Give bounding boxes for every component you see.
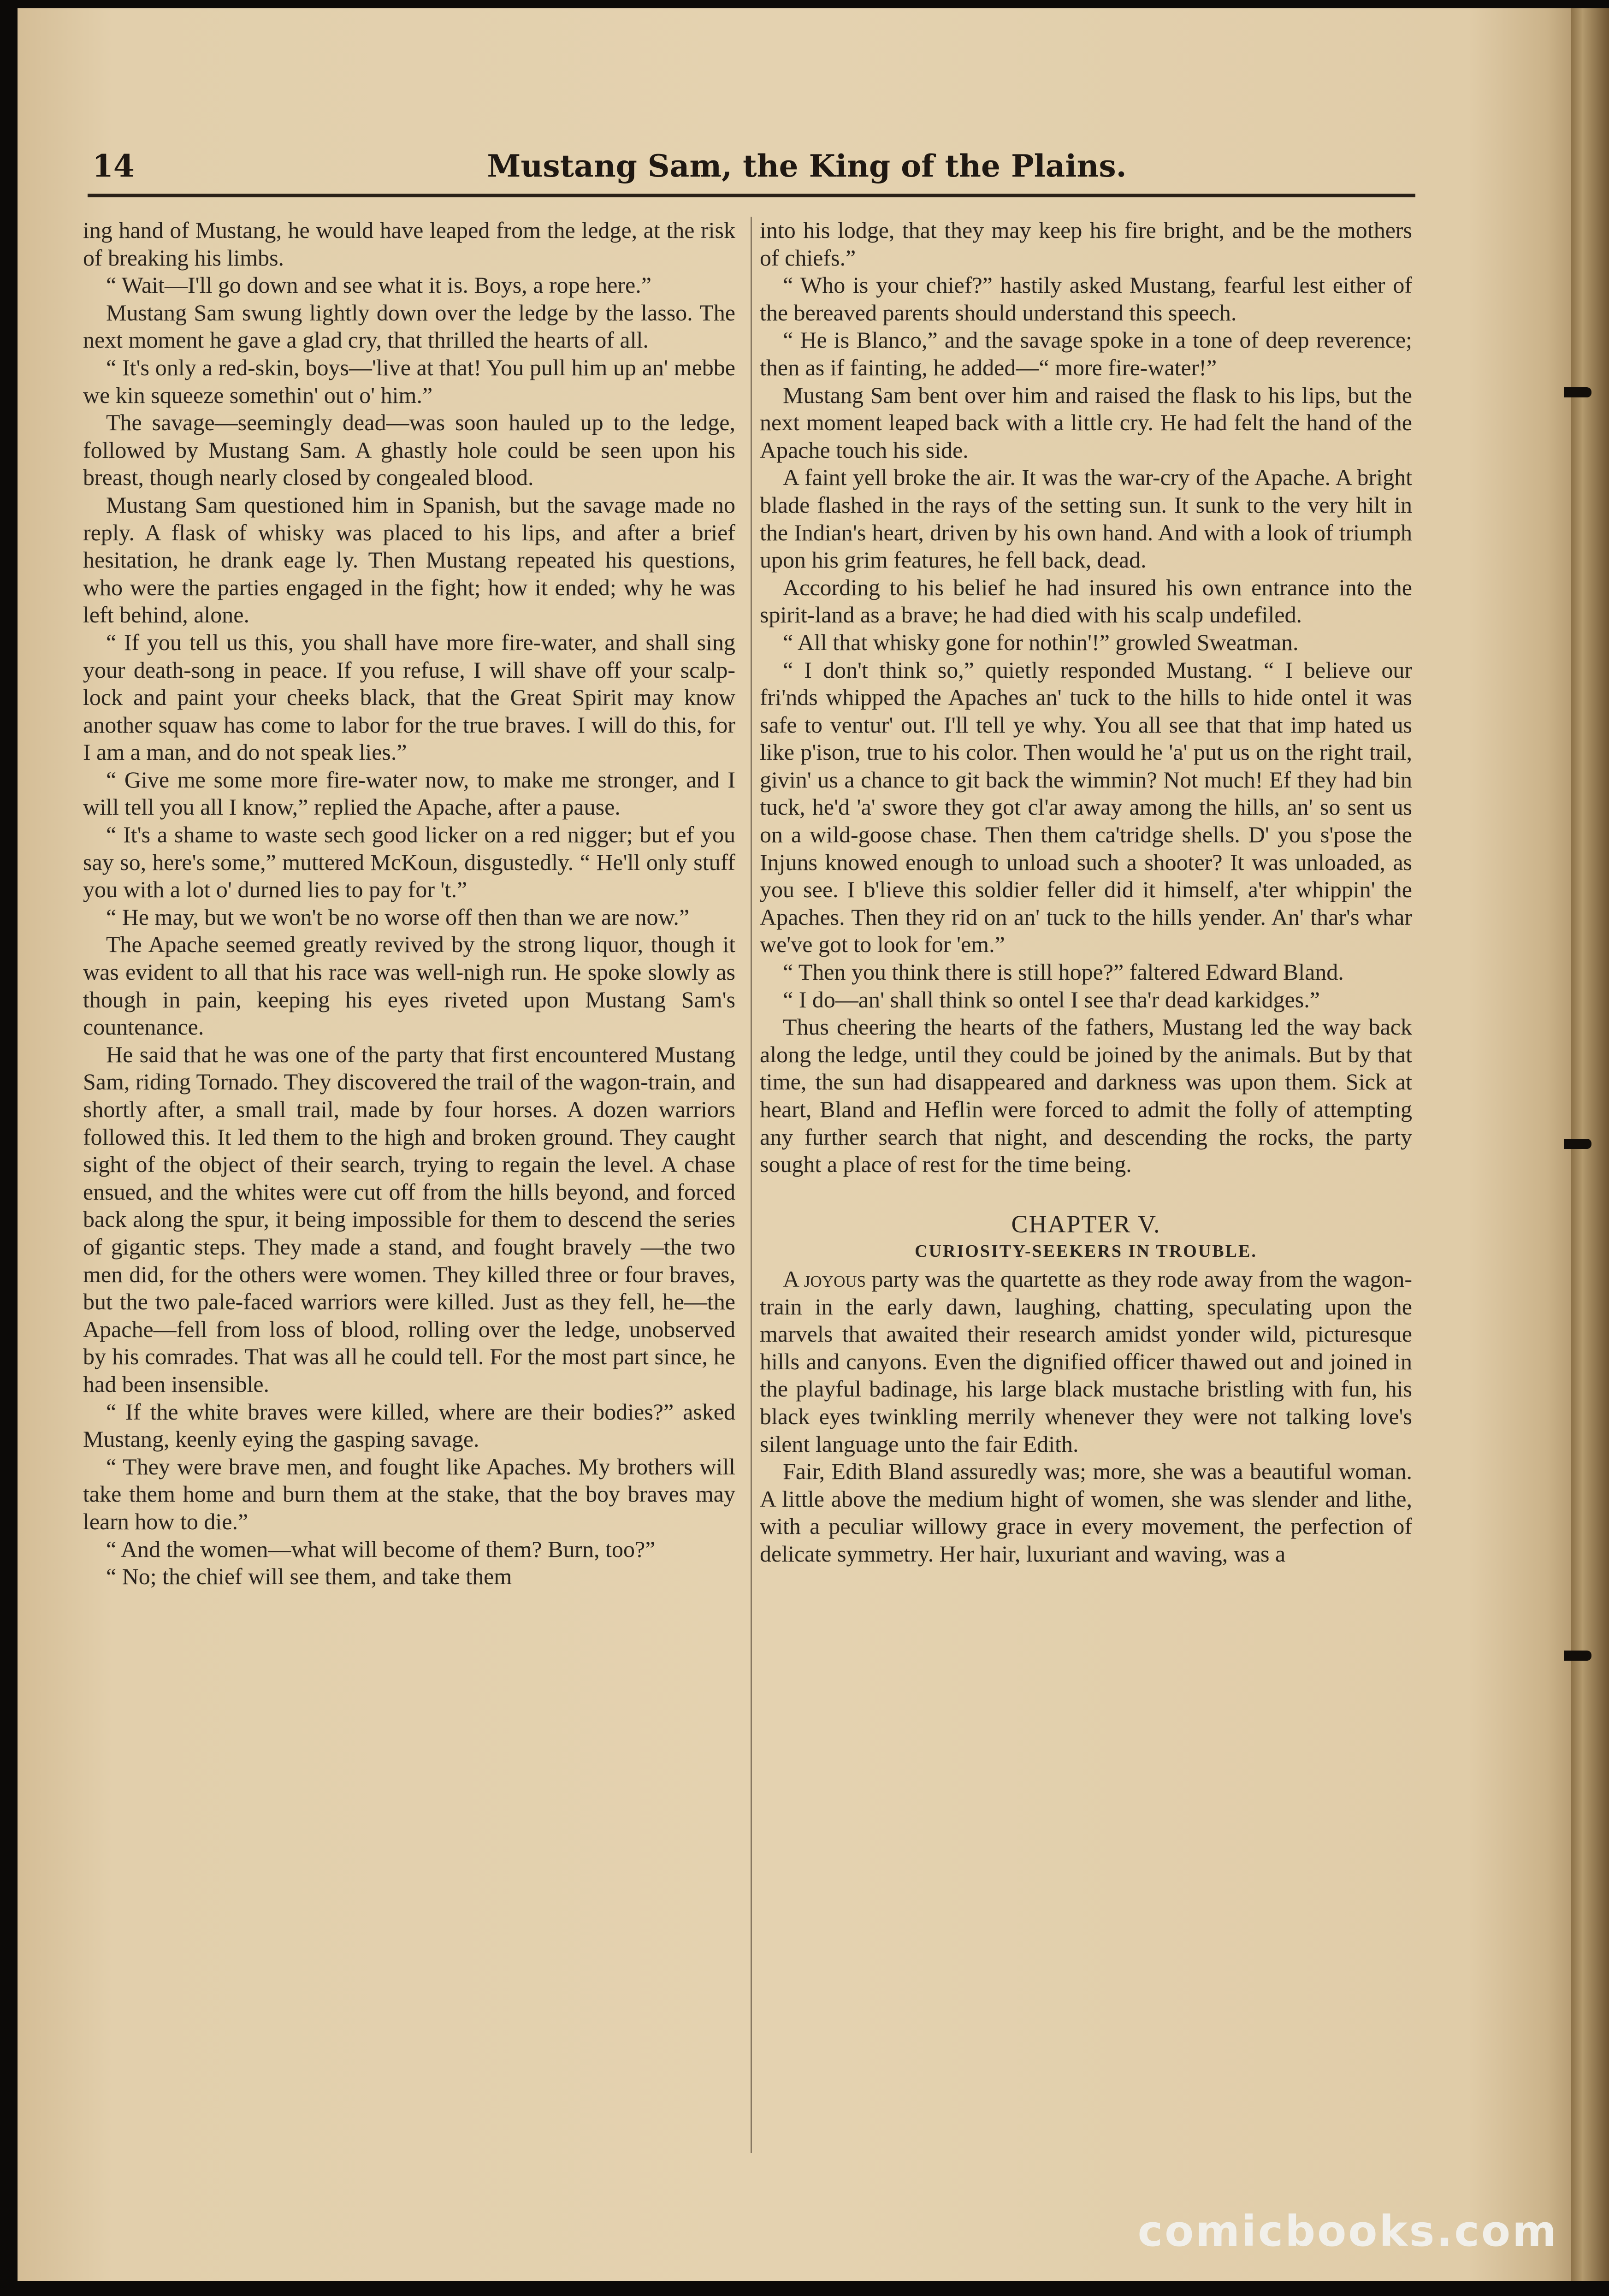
paragraph: ing hand of Mustang, he would have leaped from the ledge, at the risk of breaking his limbs. bbox=[83, 217, 735, 271]
paragraph: According to his belief he had insured his own entrance into the spirit-land as a brave; he had died with his scalp undefiled. bbox=[760, 574, 1412, 628]
paragraph: “ If you tell us this, you shall have more fire-water, and shall sing your death-song in peace. If you refuse, I will shave off your scalp-lock and paint your cheeks black, that the Great Spirit may know another squaw has come to labor for the true braves. I will do this, for I am a man, and do not speak lies.” bbox=[83, 629, 735, 765]
paragraph: “ Who is your chief?” hastily asked Mustang, fearful lest either of the bereaved parents should understand this speech. bbox=[760, 272, 1412, 325]
paragraph: “ He is Blanco,” and the savage spoke in a tone of deep reverence; then as if fainting, he added—“ more fire-water!” bbox=[760, 327, 1412, 380]
page-number: 14 bbox=[92, 148, 135, 184]
watermark: comicbooks.com bbox=[1137, 2207, 1558, 2256]
paragraph: The Apache seemed greatly revived by the strong liquor, though it was evident to all that his race was well-nigh run. He spoke slowly as though in pain, keeping his eyes riveted upon Mustang Sam's countenance. bbox=[83, 931, 735, 1040]
page-edge-notch bbox=[1564, 1139, 1591, 1149]
paragraph: “ No; the chief will see them, and take them bbox=[106, 1563, 512, 1590]
paragraph: Mustang Sam bent over him and raised the flask to his lips, but the next moment leaped back with a little cry. He had felt the hand of the Apache touch his side. bbox=[760, 382, 1412, 463]
paragraph: “ He may, but we won't be no worse off then than we are now.” bbox=[106, 904, 690, 930]
chapter-opening-paragraph bbox=[760, 1266, 1412, 1458]
chapter-subtitle: CURIOSITY-SEEKERS IN TROUBLE. bbox=[915, 1242, 1257, 1261]
text-column-left bbox=[83, 217, 735, 2167]
paragraph: “ Give me some more fire-water now, to make me stronger, and I will tell you all I know,” replied the Apache, after a pause. bbox=[83, 766, 735, 820]
paragraph: “ I don't think so,” quietly responded Mustang. “ I believe our fri'nds whipped the Apaches an' tuck to the hills to hide ontel it was safe to ventur' out. I'll tell ye why. You all see that that imp hated us like p'ison, true to his color. Then would he 'a' put us on the right trail, givin' us a chance to git back the wimmin? Not much! Ef they had bin tuck, he'd 'a' swore they got cl'ar away among the hills, an' so sent us on a wild-goose chase. Then them ca'tridge shells. D' you s'pose the Injuns knowed enough to unload such a shooter? It was unloaded, as you see. I b'lieve this soldier feller did it himself, a'ter whippin' the Apaches. Then they rid on an' tuck to the hills yender. An' thar's whar we've got to look for 'em.” bbox=[760, 657, 1412, 958]
paragraph: “ All that whisky gone for nothin'!” growled Sweatman. bbox=[783, 629, 1299, 655]
header-rule bbox=[88, 194, 1415, 197]
opening-small-caps: A joyous bbox=[783, 1266, 866, 1292]
paragraph: The savage—seemingly dead—was soon hauled up to the ledge, followed by Mustang Sam. A ghastly hole could be seen upon his breast, though nearly closed by congealed blood. bbox=[83, 409, 735, 491]
paragraph: A faint yell broke the air. It was the war-cry of the Apache. A bright blade flashed in the rays of the setting sun. It sunk to the very hilt in the Indian's heart, driven by his own hand. And with a look of triumph upon his grim features, he fell back, dead. bbox=[760, 464, 1412, 573]
paragraph: Mustang Sam swung lightly down over the ledge by the lasso. The next moment he gave a glad cry, that thrilled the hearts of all. bbox=[83, 299, 735, 353]
page-edge-notch bbox=[1564, 1651, 1591, 1661]
paragraph: Fair, Edith Bland assuredly was; more, she was a beautiful woman. A little above the medium hight of women, she was slender and lithe, with a peculiar willowy grace in every movement, the perfection of delicate symmetry. Her hair, luxuriant and waving, was a bbox=[760, 1458, 1412, 1567]
paragraph: “ Wait—I'll go down and see what it is. Boys, a rope here.” bbox=[106, 272, 651, 298]
running-title: Mustang Sam, the King of the Plains. bbox=[487, 148, 1127, 184]
paragraph: “ They were brave men, and fought like Apaches. My brothers will take them home and burn them at the stake, that the boy braves may learn how to die.” bbox=[83, 1453, 735, 1534]
paragraph: Thus cheering the hearts of the fathers, Mustang led the way back along the ledge, until they could be joined by the animals. But by that time, the sun had disappeared and darkness was upon them. Sick at heart, Bland and Heflin were forced to admit the folly of attempting any further search that night, and descending the rocks, the party sought a place of rest for the time being. bbox=[760, 1014, 1412, 1178]
paragraph: “ Then you think there is still hope?” faltered Edward Bland. bbox=[783, 959, 1344, 985]
paragraph: He said that he was one of the party that first encountered Mustang Sam, riding Tornado. They discovered the trail of the wagon-train, and shortly after, a small trail, made by four horses. A dozen warriors followed this. It led them to the high and broken ground. They caught sight of the object of their search, trying to regain the level. A chase ensued, and the whites were cut off from the hills beyond, and forced back along the spur, it being impossible for them to descend the series of gigantic steps. They made a stand, and fought bravely —the two men did, for the others were women. They killed three or four braves, but the two pale-faced warriors were killed. Just as they fell, he—the Apache—fell from loss of blood, rolling over the ledge, unobserved by his comrades. That was all he could tell. For the most part since, he had been insensible. bbox=[83, 1041, 735, 1397]
text-column-right bbox=[760, 217, 1412, 2167]
column-divider bbox=[751, 217, 752, 2153]
paragraph: “ It's a shame to waste sech good licker on a red nigger; but ef you say so, here's some,” muttered McKoun, disgustedly. “ He'll only stuff you with a lot o' durned lies to pay for 't.” bbox=[83, 822, 735, 903]
chapter-title: CHAPTER V. bbox=[1011, 1210, 1161, 1238]
page-edge-notch bbox=[1564, 387, 1591, 397]
opening-text: party was the quartette as they rode away from the wagon-train in the early dawn, laughing, chatting, speculating upon the marvels that awaited their research amidst yonder wild, picturesque hills and canyons. Even the dignified officer thawed out and joined in the playful badinage, his large black mustache bristling with fun, his black eyes twinkling merrily whenever they were not talking love's silent language unto the fair Edith. bbox=[760, 1266, 1412, 1457]
paragraph: “ It's only a red-skin, boys—'live at that! You pull him up an' mebbe we kin squeeze somethin' out o' him.” bbox=[83, 354, 735, 408]
paragraph: “ I do—an' shall think so ontel I see tha'r dead karkidges.” bbox=[783, 986, 1320, 1012]
paragraph: “ And the women—what will become of them? Burn, too?” bbox=[106, 1536, 656, 1562]
paragraph: Mustang Sam questioned him in Spanish, but the savage made no reply. A flask of whisky was placed to his lips, and after a brief hesitation, he drank eage ly. Then Mustang repeated his questions, who were the parties engaged in the fight; how it ended; why he was left behind, alone. bbox=[83, 491, 735, 628]
paragraph: “ If the white braves were killed, where are their bodies?” asked Mustang, keenly eying the gasping savage. bbox=[83, 1398, 735, 1452]
paragraph: into his lodge, that they may keep his fire bright, and be the mothers of chiefs.” bbox=[760, 217, 1412, 271]
